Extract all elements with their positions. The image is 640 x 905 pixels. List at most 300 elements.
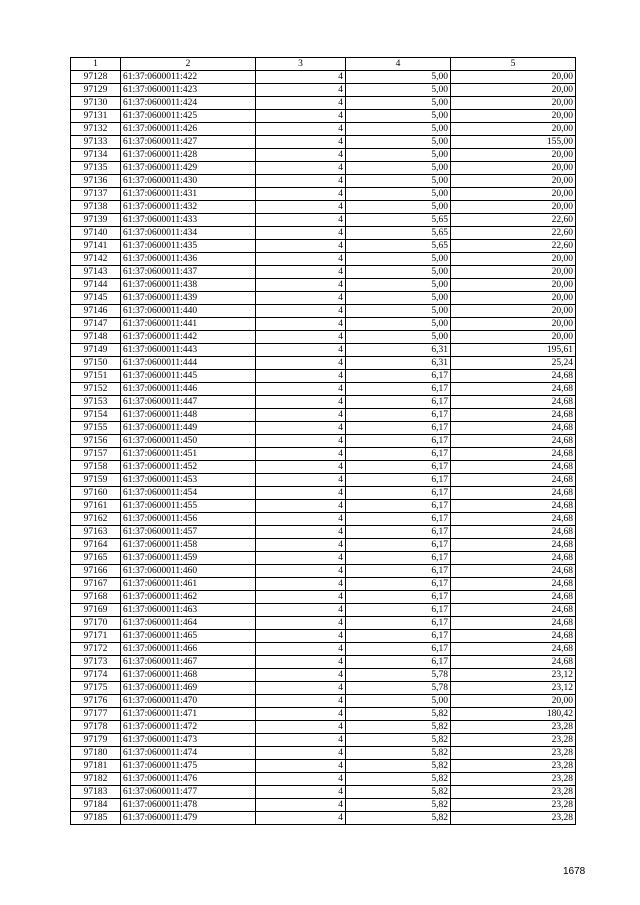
column-3-cell: 4 — [256, 539, 346, 552]
column-3-cell: 4 — [256, 266, 346, 279]
cadastral-number-cell: 61:37:0600011:423 — [121, 84, 256, 97]
table-row — [71, 461, 576, 474]
column-5-cell: 20,00 — [451, 71, 576, 84]
column-3-cell: 4 — [256, 357, 346, 370]
column-5-cell: 23,12 — [451, 682, 576, 695]
cadastral-number-cell: 61:37:0600011:429 — [121, 162, 256, 175]
row-number-cell: 97165 — [71, 552, 121, 565]
column-4-cell: 5,78 — [346, 669, 451, 682]
column-3-cell: 4 — [256, 214, 346, 227]
cadastral-number-cell: 61:37:0600011:475 — [121, 760, 256, 773]
column-3-cell: 4 — [256, 643, 346, 656]
table-row — [71, 188, 576, 201]
column-3-cell: 4 — [256, 474, 346, 487]
row-number-cell: 97172 — [71, 643, 121, 656]
column-4-cell: 5,00 — [346, 123, 451, 136]
cadastral-number-cell: 61:37:0600011:452 — [121, 461, 256, 474]
column-5-cell: 20,00 — [451, 695, 576, 708]
column-4-cell: 5,65 — [346, 214, 451, 227]
table-row — [71, 721, 576, 734]
column-4-cell: 5,00 — [346, 110, 451, 123]
column-5-cell: 22,60 — [451, 227, 576, 240]
cadastral-number-cell: 61:37:0600011:428 — [121, 149, 256, 162]
column-4-cell: 6,17 — [346, 513, 451, 526]
column-4-cell: 5,82 — [346, 812, 451, 825]
table-row — [71, 240, 576, 253]
column-3-cell: 4 — [256, 435, 346, 448]
column-3-cell: 4 — [256, 149, 346, 162]
cadastral-number-cell: 61:37:0600011:444 — [121, 357, 256, 370]
column-5-cell: 155,00 — [451, 136, 576, 149]
cadastral-number-cell: 61:37:0600011:458 — [121, 539, 256, 552]
column-5-cell: 195,61 — [451, 344, 576, 357]
column-5-cell: 24,68 — [451, 604, 576, 617]
row-number-cell: 97136 — [71, 175, 121, 188]
row-number-cell: 97131 — [71, 110, 121, 123]
column-4-cell: 6,17 — [346, 422, 451, 435]
cadastral-number-cell: 61:37:0600011:427 — [121, 136, 256, 149]
column-5-cell: 24,68 — [451, 474, 576, 487]
cadastral-number-cell: 61:37:0600011:478 — [121, 799, 256, 812]
column-4-cell: 5,82 — [346, 747, 451, 760]
column-4-cell: 5,65 — [346, 240, 451, 253]
table-row — [71, 97, 576, 110]
row-number-cell: 97128 — [71, 71, 121, 84]
column-4-cell: 5,00 — [346, 331, 451, 344]
column-5-cell: 20,00 — [451, 188, 576, 201]
column-4-cell: 5,00 — [346, 279, 451, 292]
row-number-cell: 97162 — [71, 513, 121, 526]
column-5-cell: 20,00 — [451, 110, 576, 123]
row-number-cell: 97173 — [71, 656, 121, 669]
cadastral-number-cell: 61:37:0600011:456 — [121, 513, 256, 526]
column-3-cell: 4 — [256, 552, 346, 565]
column-3-cell: 4 — [256, 773, 346, 786]
cadastral-number-cell: 61:37:0600011:457 — [121, 526, 256, 539]
row-number-cell: 97185 — [71, 812, 121, 825]
column-3-cell: 4 — [256, 383, 346, 396]
cadastral-number-cell: 61:37:0600011:454 — [121, 487, 256, 500]
table-row — [71, 227, 576, 240]
table-row — [71, 734, 576, 747]
column-5-cell: 24,68 — [451, 513, 576, 526]
column-5-cell: 23,28 — [451, 799, 576, 812]
row-number-cell: 97180 — [71, 747, 121, 760]
cadastral-number-cell: 61:37:0600011:476 — [121, 773, 256, 786]
row-number-cell: 97184 — [71, 799, 121, 812]
column-4-cell: 6,17 — [346, 370, 451, 383]
table-row — [71, 84, 576, 97]
row-number-cell: 97168 — [71, 591, 121, 604]
column-5-cell: 20,00 — [451, 149, 576, 162]
column-3-cell: 4 — [256, 370, 346, 383]
cadastral-number-cell: 61:37:0600011:460 — [121, 565, 256, 578]
table-row — [71, 695, 576, 708]
row-number-cell: 97146 — [71, 305, 121, 318]
cadastral-number-cell: 61:37:0600011:477 — [121, 786, 256, 799]
row-number-cell: 97174 — [71, 669, 121, 682]
column-4-cell: 6,31 — [346, 344, 451, 357]
row-number-cell: 97163 — [71, 526, 121, 539]
table-row — [71, 630, 576, 643]
row-number-cell: 97142 — [71, 253, 121, 266]
column-5-cell: 24,68 — [451, 422, 576, 435]
table-row — [71, 175, 576, 188]
cadastral-number-cell: 61:37:0600011:422 — [121, 71, 256, 84]
table-row — [71, 656, 576, 669]
header-cell-3: 3 — [256, 58, 346, 71]
column-4-cell: 5,82 — [346, 708, 451, 721]
table-row — [71, 435, 576, 448]
column-5-cell: 24,68 — [451, 656, 576, 669]
column-3-cell: 4 — [256, 617, 346, 630]
cadastral-number-cell: 61:37:0600011:479 — [121, 812, 256, 825]
column-5-cell: 23,28 — [451, 773, 576, 786]
table-row — [71, 565, 576, 578]
column-4-cell: 5,00 — [346, 149, 451, 162]
column-4-cell: 5,00 — [346, 175, 451, 188]
table-row — [71, 292, 576, 305]
row-number-cell: 97161 — [71, 500, 121, 513]
cadastral-number-cell: 61:37:0600011:441 — [121, 318, 256, 331]
table-row — [71, 474, 576, 487]
cadastral-number-cell: 61:37:0600011:442 — [121, 331, 256, 344]
column-4-cell: 6,17 — [346, 474, 451, 487]
row-number-cell: 97132 — [71, 123, 121, 136]
column-3-cell: 4 — [256, 526, 346, 539]
row-number-cell: 97177 — [71, 708, 121, 721]
table-row — [71, 786, 576, 799]
column-4-cell: 5,00 — [346, 71, 451, 84]
table-row — [71, 71, 576, 84]
column-3-cell: 4 — [256, 422, 346, 435]
column-5-cell: 24,68 — [451, 500, 576, 513]
column-3-cell: 4 — [256, 188, 346, 201]
column-4-cell: 6,17 — [346, 448, 451, 461]
table-row — [71, 370, 576, 383]
column-3-cell: 4 — [256, 97, 346, 110]
table-row — [71, 266, 576, 279]
cadastral-number-cell: 61:37:0600011:431 — [121, 188, 256, 201]
column-4-cell: 5,82 — [346, 721, 451, 734]
cadastral-number-cell: 61:37:0600011:462 — [121, 591, 256, 604]
column-3-cell: 4 — [256, 500, 346, 513]
column-3-cell: 4 — [256, 513, 346, 526]
column-4-cell: 5,82 — [346, 799, 451, 812]
column-4-cell: 6,17 — [346, 500, 451, 513]
table-row — [71, 162, 576, 175]
cadastral-number-cell: 61:37:0600011:463 — [121, 604, 256, 617]
column-4-cell: 6,17 — [346, 487, 451, 500]
row-number-cell: 97144 — [71, 279, 121, 292]
cadastral-number-cell: 61:37:0600011:467 — [121, 656, 256, 669]
column-5-cell: 20,00 — [451, 84, 576, 97]
row-number-cell: 97170 — [71, 617, 121, 630]
cadastral-number-cell: 61:37:0600011:447 — [121, 396, 256, 409]
column-5-cell: 23,28 — [451, 812, 576, 825]
table-row — [71, 747, 576, 760]
cadastral-number-cell: 61:37:0600011:461 — [121, 578, 256, 591]
row-number-cell: 97145 — [71, 292, 121, 305]
row-number-cell: 97140 — [71, 227, 121, 240]
table-row — [71, 578, 576, 591]
header-cell-4: 4 — [346, 58, 451, 71]
column-4-cell: 5,82 — [346, 786, 451, 799]
column-5-cell: 20,00 — [451, 292, 576, 305]
cadastral-number-cell: 61:37:0600011:466 — [121, 643, 256, 656]
cadastral-number-cell: 61:37:0600011:443 — [121, 344, 256, 357]
row-number-cell: 97159 — [71, 474, 121, 487]
column-3-cell: 4 — [256, 409, 346, 422]
column-5-cell: 23,28 — [451, 721, 576, 734]
row-number-cell: 97147 — [71, 318, 121, 331]
column-5-cell: 20,00 — [451, 253, 576, 266]
row-number-cell: 97148 — [71, 331, 121, 344]
column-5-cell: 24,68 — [451, 617, 576, 630]
column-4-cell: 6,31 — [346, 357, 451, 370]
table-header — [71, 58, 576, 71]
column-4-cell: 6,17 — [346, 578, 451, 591]
column-4-cell: 5,00 — [346, 318, 451, 331]
column-4-cell: 5,00 — [346, 253, 451, 266]
column-4-cell: 6,17 — [346, 409, 451, 422]
column-3-cell: 4 — [256, 786, 346, 799]
column-4-cell: 5,00 — [346, 695, 451, 708]
column-4-cell: 5,00 — [346, 162, 451, 175]
column-4-cell: 5,00 — [346, 292, 451, 305]
cadastral-number-cell: 61:37:0600011:471 — [121, 708, 256, 721]
table-row — [71, 526, 576, 539]
row-number-cell: 97183 — [71, 786, 121, 799]
column-5-cell: 24,68 — [451, 435, 576, 448]
column-5-cell: 20,00 — [451, 305, 576, 318]
cadastral-number-cell: 61:37:0600011:436 — [121, 253, 256, 266]
row-number-cell: 97156 — [71, 435, 121, 448]
column-3-cell: 4 — [256, 253, 346, 266]
header-cell-1: 1 — [71, 58, 121, 71]
column-3-cell: 4 — [256, 591, 346, 604]
column-5-cell: 20,00 — [451, 318, 576, 331]
column-3-cell: 4 — [256, 162, 346, 175]
column-4-cell: 5,00 — [346, 201, 451, 214]
cadastral-number-cell: 61:37:0600011:438 — [121, 279, 256, 292]
header-cell-5: 5 — [451, 58, 576, 71]
table-row — [71, 305, 576, 318]
column-3-cell: 4 — [256, 123, 346, 136]
column-5-cell: 180,42 — [451, 708, 576, 721]
column-4-cell: 5,00 — [346, 97, 451, 110]
row-number-cell: 97171 — [71, 630, 121, 643]
table-row — [71, 500, 576, 513]
column-4-cell: 6,17 — [346, 461, 451, 474]
cadastral-number-cell: 61:37:0600011:474 — [121, 747, 256, 760]
column-5-cell: 24,68 — [451, 409, 576, 422]
column-3-cell: 4 — [256, 110, 346, 123]
column-5-cell: 24,68 — [451, 565, 576, 578]
table-row — [71, 799, 576, 812]
cadastral-number-cell: 61:37:0600011:450 — [121, 435, 256, 448]
row-number-cell: 97130 — [71, 97, 121, 110]
cadastral-number-cell: 61:37:0600011:424 — [121, 97, 256, 110]
column-3-cell: 4 — [256, 630, 346, 643]
column-5-cell: 20,00 — [451, 201, 576, 214]
column-4-cell: 6,17 — [346, 435, 451, 448]
column-3-cell: 4 — [256, 318, 346, 331]
table-row — [71, 513, 576, 526]
column-4-cell: 6,17 — [346, 539, 451, 552]
table-row — [71, 409, 576, 422]
cadastral-number-cell: 61:37:0600011:434 — [121, 227, 256, 240]
page-number: 1678 — [563, 866, 586, 877]
column-4-cell: 6,17 — [346, 591, 451, 604]
row-number-cell: 97135 — [71, 162, 121, 175]
column-5-cell: 23,28 — [451, 786, 576, 799]
column-3-cell: 4 — [256, 175, 346, 188]
row-number-cell: 97150 — [71, 357, 121, 370]
table-row — [71, 383, 576, 396]
column-3-cell: 4 — [256, 656, 346, 669]
row-number-cell: 97143 — [71, 266, 121, 279]
column-3-cell: 4 — [256, 331, 346, 344]
table-row — [71, 318, 576, 331]
cadastral-number-cell: 61:37:0600011:425 — [121, 110, 256, 123]
column-5-cell: 20,00 — [451, 175, 576, 188]
column-4-cell: 5,82 — [346, 734, 451, 747]
column-4-cell: 6,17 — [346, 630, 451, 643]
column-5-cell: 22,60 — [451, 240, 576, 253]
column-4-cell: 5,65 — [346, 227, 451, 240]
column-3-cell: 4 — [256, 136, 346, 149]
row-number-cell: 97134 — [71, 149, 121, 162]
column-4-cell: 6,17 — [346, 396, 451, 409]
table-row — [71, 604, 576, 617]
column-4-cell: 5,00 — [346, 305, 451, 318]
row-number-cell: 97182 — [71, 773, 121, 786]
row-number-cell: 97141 — [71, 240, 121, 253]
column-5-cell: 24,68 — [451, 461, 576, 474]
column-3-cell: 4 — [256, 812, 346, 825]
table-row — [71, 123, 576, 136]
column-5-cell: 24,68 — [451, 643, 576, 656]
row-number-cell: 97151 — [71, 370, 121, 383]
column-3-cell: 4 — [256, 747, 346, 760]
column-5-cell: 23,28 — [451, 734, 576, 747]
cadastral-number-cell: 61:37:0600011:472 — [121, 721, 256, 734]
cadastral-number-cell: 61:37:0600011:440 — [121, 305, 256, 318]
row-number-cell: 97153 — [71, 396, 121, 409]
row-number-cell: 97158 — [71, 461, 121, 474]
column-4-cell: 5,00 — [346, 188, 451, 201]
cadastral-number-cell: 61:37:0600011:469 — [121, 682, 256, 695]
cadastral-number-cell: 61:37:0600011:432 — [121, 201, 256, 214]
column-3-cell: 4 — [256, 71, 346, 84]
table-row — [71, 201, 576, 214]
row-number-cell: 97176 — [71, 695, 121, 708]
column-5-cell: 24,68 — [451, 396, 576, 409]
column-5-cell: 23,12 — [451, 669, 576, 682]
cadastral-number-cell: 61:37:0600011:468 — [121, 669, 256, 682]
column-5-cell: 24,68 — [451, 370, 576, 383]
row-number-cell: 97133 — [71, 136, 121, 149]
table-row — [71, 643, 576, 656]
row-number-cell: 97155 — [71, 422, 121, 435]
table-row — [71, 396, 576, 409]
column-5-cell: 24,68 — [451, 591, 576, 604]
column-3-cell: 4 — [256, 396, 346, 409]
row-number-cell: 97137 — [71, 188, 121, 201]
row-number-cell: 97167 — [71, 578, 121, 591]
column-3-cell: 4 — [256, 292, 346, 305]
column-3-cell: 4 — [256, 604, 346, 617]
column-3-cell: 4 — [256, 708, 346, 721]
row-number-cell: 97160 — [71, 487, 121, 500]
row-number-cell: 97178 — [71, 721, 121, 734]
column-3-cell: 4 — [256, 695, 346, 708]
column-4-cell: 5,82 — [346, 760, 451, 773]
column-3-cell: 4 — [256, 201, 346, 214]
column-5-cell: 24,68 — [451, 630, 576, 643]
column-4-cell: 6,17 — [346, 383, 451, 396]
cadastral-number-cell: 61:37:0600011:439 — [121, 292, 256, 305]
cadastral-number-cell: 61:37:0600011:446 — [121, 383, 256, 396]
row-number-cell: 97166 — [71, 565, 121, 578]
column-4-cell: 6,17 — [346, 565, 451, 578]
row-number-cell: 97154 — [71, 409, 121, 422]
table-body — [71, 71, 576, 825]
table-row — [71, 344, 576, 357]
table-row — [71, 539, 576, 552]
column-5-cell: 22,60 — [451, 214, 576, 227]
cadastral-number-cell: 61:37:0600011:435 — [121, 240, 256, 253]
column-5-cell: 20,00 — [451, 266, 576, 279]
row-number-cell: 97152 — [71, 383, 121, 396]
column-4-cell: 5,82 — [346, 773, 451, 786]
column-5-cell: 24,68 — [451, 539, 576, 552]
column-3-cell: 4 — [256, 734, 346, 747]
column-5-cell: 24,68 — [451, 526, 576, 539]
cadastral-number-cell: 61:37:0600011:437 — [121, 266, 256, 279]
column-3-cell: 4 — [256, 682, 346, 695]
table-row — [71, 136, 576, 149]
cadastral-number-cell: 61:37:0600011:459 — [121, 552, 256, 565]
table-row — [71, 110, 576, 123]
column-3-cell: 4 — [256, 721, 346, 734]
column-4-cell: 6,17 — [346, 604, 451, 617]
column-3-cell: 4 — [256, 227, 346, 240]
row-number-cell: 97169 — [71, 604, 121, 617]
column-3-cell: 4 — [256, 487, 346, 500]
column-5-cell: 20,00 — [451, 331, 576, 344]
cadastral-number-cell: 61:37:0600011:449 — [121, 422, 256, 435]
table-row — [71, 708, 576, 721]
cadastral-number-cell: 61:37:0600011:465 — [121, 630, 256, 643]
table-row — [71, 591, 576, 604]
table-row — [71, 773, 576, 786]
row-number-cell: 97139 — [71, 214, 121, 227]
row-number-cell: 97129 — [71, 84, 121, 97]
cadastral-number-cell: 61:37:0600011:430 — [121, 175, 256, 188]
table-row — [71, 669, 576, 682]
table-row — [71, 487, 576, 500]
column-4-cell: 6,17 — [346, 617, 451, 630]
column-5-cell: 24,68 — [451, 578, 576, 591]
row-number-cell: 97179 — [71, 734, 121, 747]
column-3-cell: 4 — [256, 461, 346, 474]
column-5-cell: 23,28 — [451, 760, 576, 773]
column-5-cell: 20,00 — [451, 162, 576, 175]
column-3-cell: 4 — [256, 344, 346, 357]
column-5-cell: 24,68 — [451, 448, 576, 461]
